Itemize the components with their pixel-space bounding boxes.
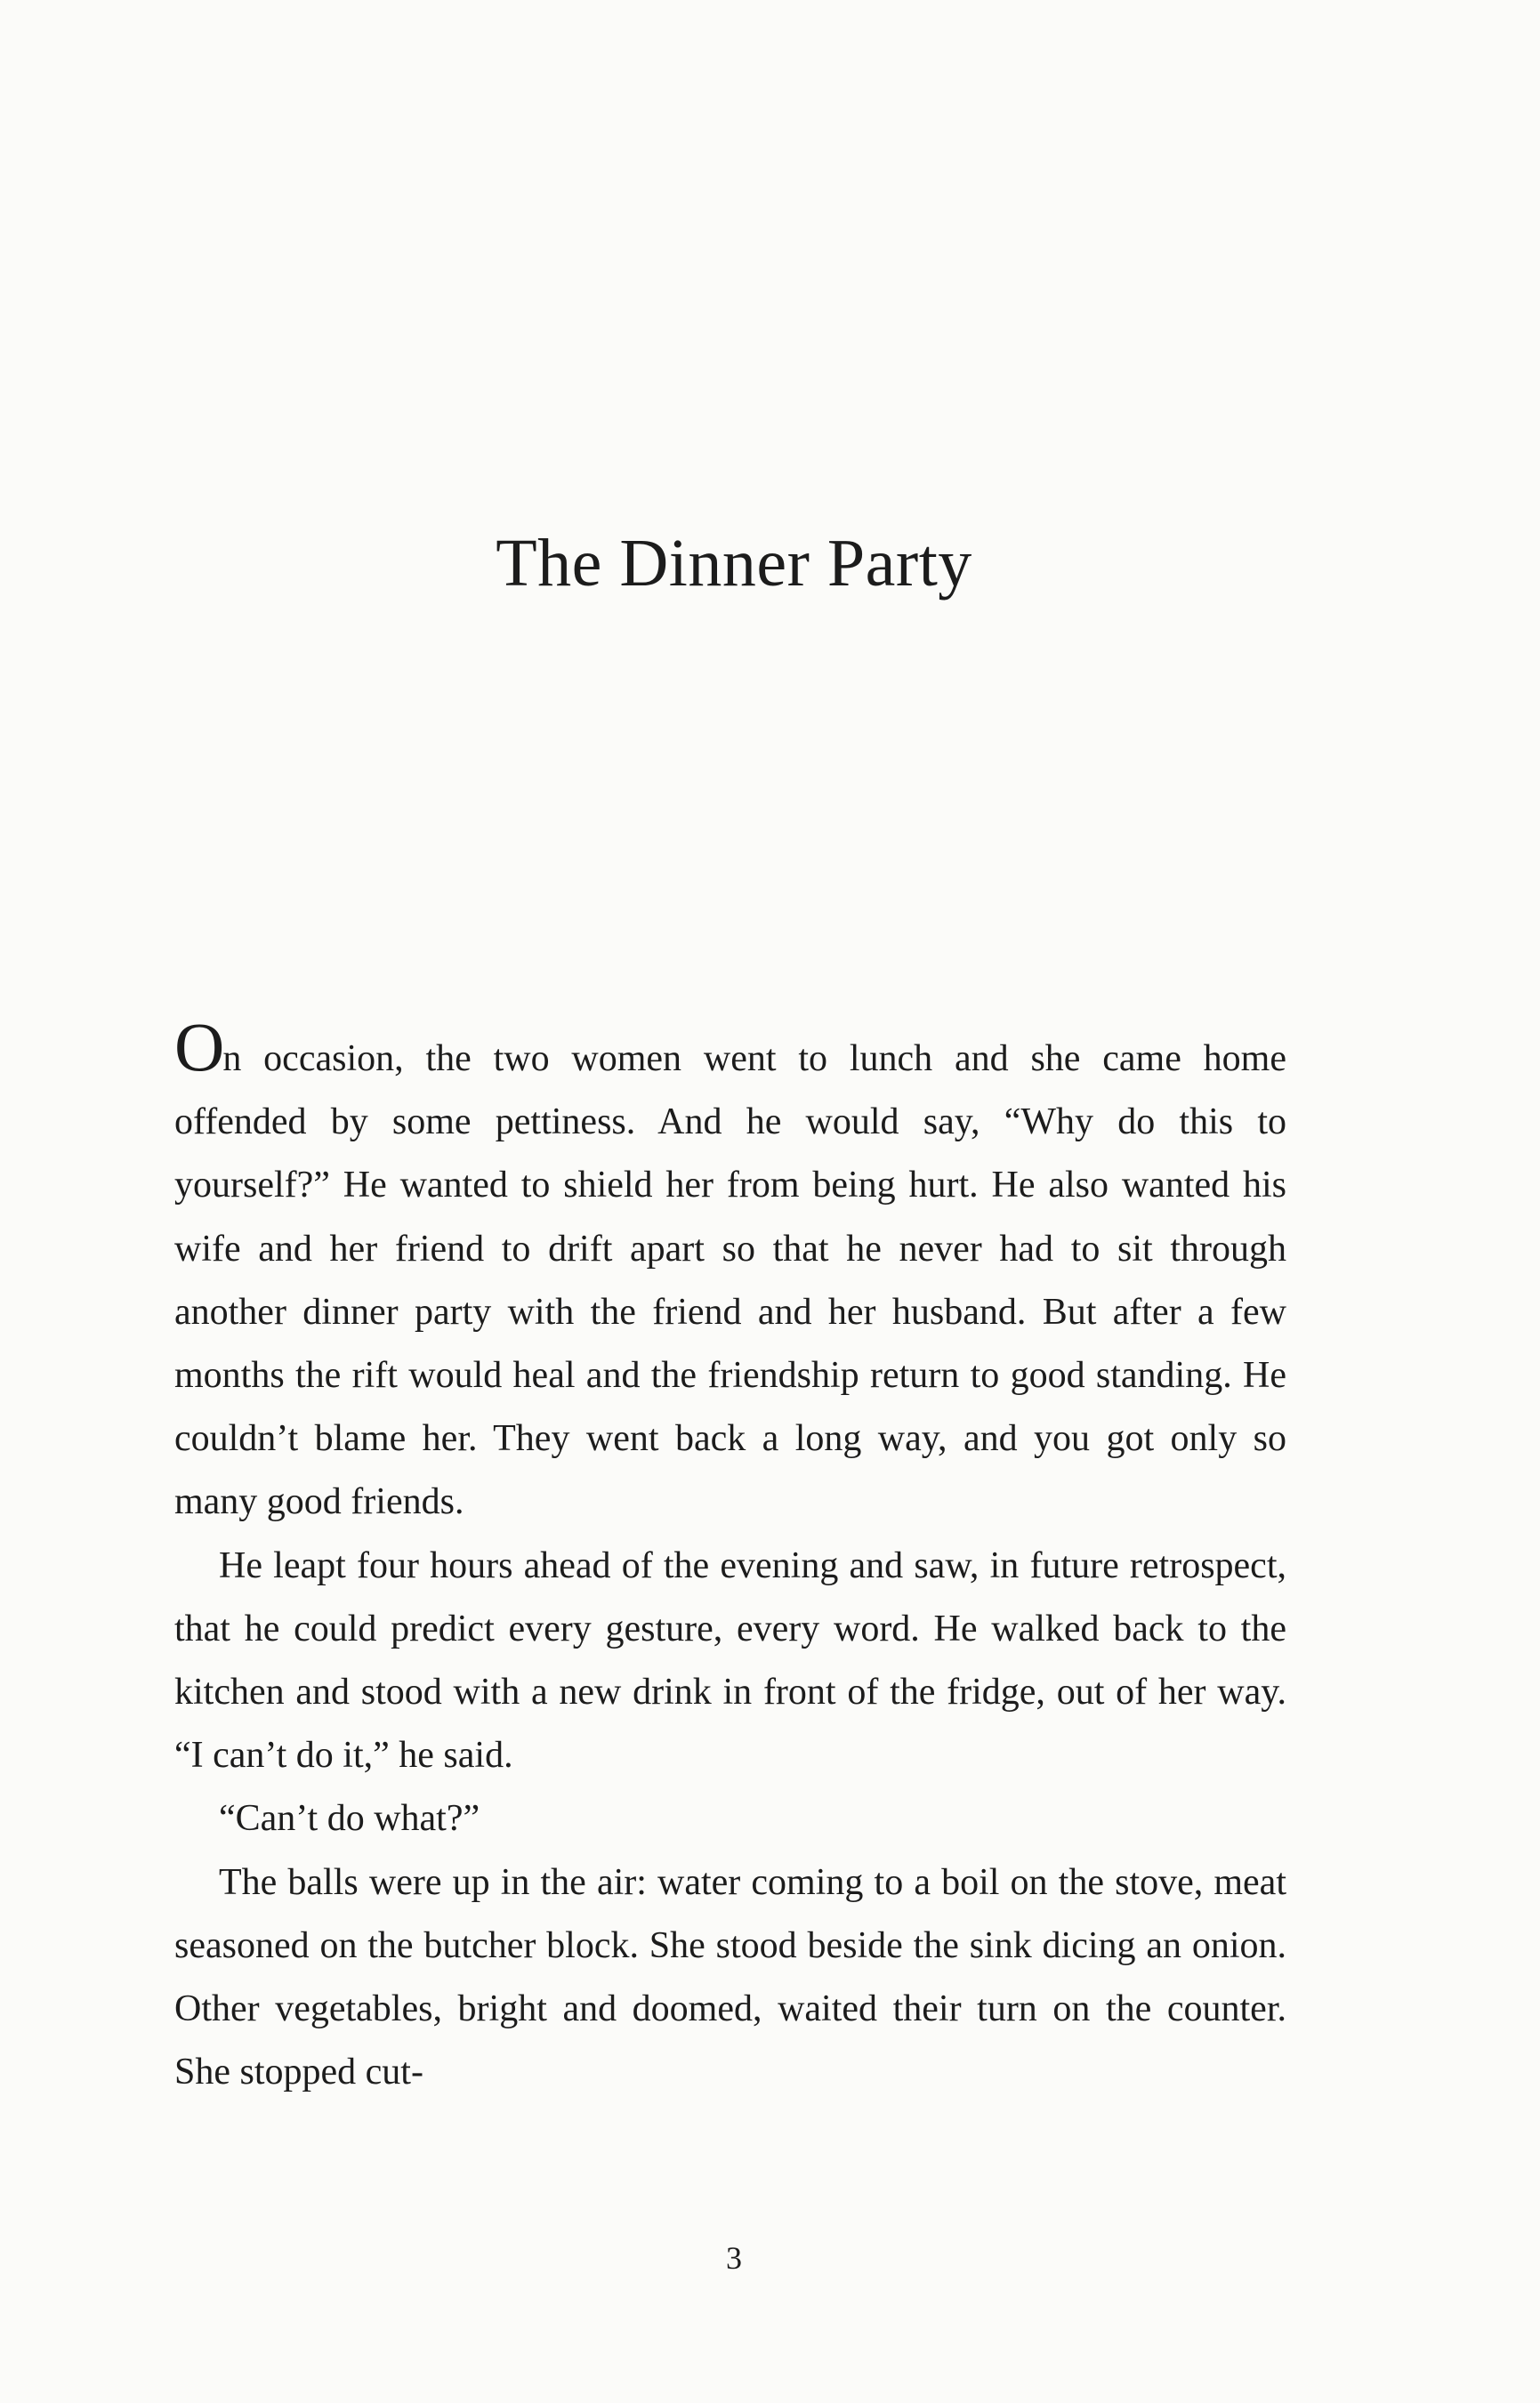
paragraph-3: “Can’t do what?”	[219, 1798, 480, 1840]
paragraph-1-text: n occasion, the two women went to lunch and she came home offended by some pettiness. And he would say, “Why do this to yourself?” He wanted to shield her from being hurt. He also wanted his wife and her friend to drift apart so that he never had to sit through another dinner party with the friend and her husband. But after a few months the rift would heal and the friendship return to good standing. He couldn’t blame her. They went back a long way, and you got only so many good friends.	[174, 1038, 1286, 1523]
paragraph-4: The balls were up in the air: water coming to a boil on the stove, meat seasoned on the butcher block. She stood beside the sink dicing an onion. Other vegetables, bright and doomed, waited their turn on the counter. She stopped cut-	[174, 1861, 1286, 2093]
drop-cap: O	[174, 1008, 223, 1085]
paragraph-1	[174, 1008, 1286, 1535]
chapter-body	[174, 1008, 1286, 2104]
chapter-title: The Dinner Party	[496, 526, 972, 601]
paragraph-2: He leapt four hours ahead of the evening and saw, in future retrospect, that he could predict every gesture, every word. He walked back to the kitchen and stood with a new drink in front of the fridge, out of her way. “I can’t do it,” he said.	[174, 1544, 1286, 1777]
page-number: 3	[726, 2240, 742, 2276]
